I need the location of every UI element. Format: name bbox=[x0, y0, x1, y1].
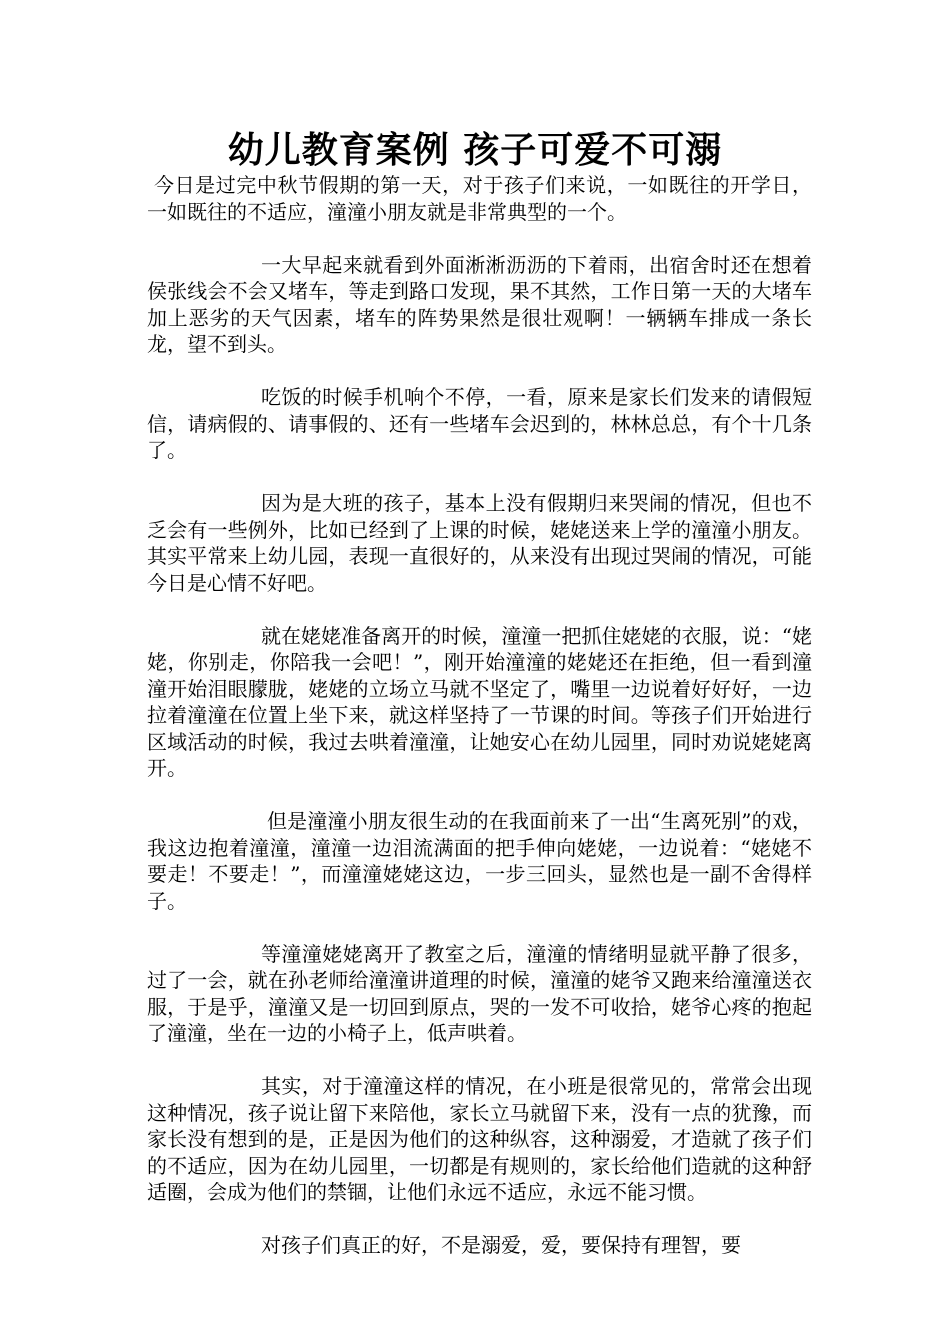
paragraph-4: 因为是大班的孩子，基本上没有假期归来哭闹的情况，但也不乏会有一些例外，比如已经到了上课的时候，姥姥送来上学的潼潼小朋友。其实平常来上幼儿园，表现一直很好的，从来没有出现过哭闹的情况，可能今日是心情不好吧。 bbox=[147, 491, 812, 595]
paragraph-7: 等潼潼姥姥离开了教室之后，潼潼的情绪明显就平静了很多，过了一会，就在孙老师给潼潼讲道理的时候，潼潼的姥爷又跑来给潼潼送衣服，于是乎，潼潼又是一切回到原点，哭的一发不可收拾，姥爷心疼的抱起了潼潼，坐在一边的小椅子上，低声哄着。 bbox=[147, 941, 812, 1045]
paragraph-3: 吃饭的时候手机响个不停，一看，原来是家长们发来的请假短信，请病假的、请事假的、还有一些堵车会迟到的，林林总总，有个十几条了。 bbox=[147, 385, 812, 462]
paragraph-1: 今日是过完中秋节假期的第一天，对于孩子们来说，一如既往的开学日，一如既往的不适应，潼潼小朋友就是非常典型的一个。 bbox=[147, 173, 812, 224]
paragraph-2: 一大早起来就看到外面淅淅沥沥的下着雨，出宿舍时还在想着侯张线会不会又堵车，等走到路口发现，果不其然，工作日第一天的大堵车加上恶劣的天气因素，堵车的阵势果然是很壮观啊！一辆辆车排成一条长龙，望不到头。 bbox=[147, 252, 812, 356]
document-body bbox=[147, 172, 812, 1285]
paragraph-6: 但是潼潼小朋友很生动的在我面前来了一出“生离死别”的戏，我这边抱着潼潼，潼潼一边泪流满面的把手伸向姥姥，一边说着：“姥姥不要走！不要走！”，而潼潼姥姥这边，一步三回头，显然也是一副不舍得样子。 bbox=[147, 809, 812, 913]
paragraph-5: 就在姥姥准备离开的时候，潼潼一把抓住姥姥的衣服，说：“姥姥，你别走，你陪我一会吧！”，刚开始潼潼的姥姥还在拒绝，但一看到潼潼开始泪眼朦胧，姥姥的立场立马就不坚定了，嘴里一边说着好好好，一边拉着潼潼在位置上坐下来，就这样坚持了一节课的时间。等孩子们开始进行区域活动的时候，我过去哄着潼潼，让她安心在幼儿园里，同时劝说姥姥离开。 bbox=[147, 623, 812, 780]
document-title: 幼儿教育案例 孩子可爱不可溺 bbox=[227, 129, 723, 171]
paragraph-9: 对孩子们真正的好，不是溺爱，爱，要保持有理智，要 bbox=[261, 1233, 741, 1257]
paragraph-8: 其实，对于潼潼这样的情况，在小班是很常见的，常常会出现这种情况，孩子说让留下来陪他，家长立马就留下来，没有一点的犹豫，而家长没有想到的是，正是因为他们的这种纵容，这种溺爱，才造就了孩子们的不适应，因为在幼儿园里，一切都是有规则的，家长给他们造就的这种舒适圈，会成为他们的禁锢，让他们永远不适应，永远不能习惯。 bbox=[147, 1074, 812, 1204]
